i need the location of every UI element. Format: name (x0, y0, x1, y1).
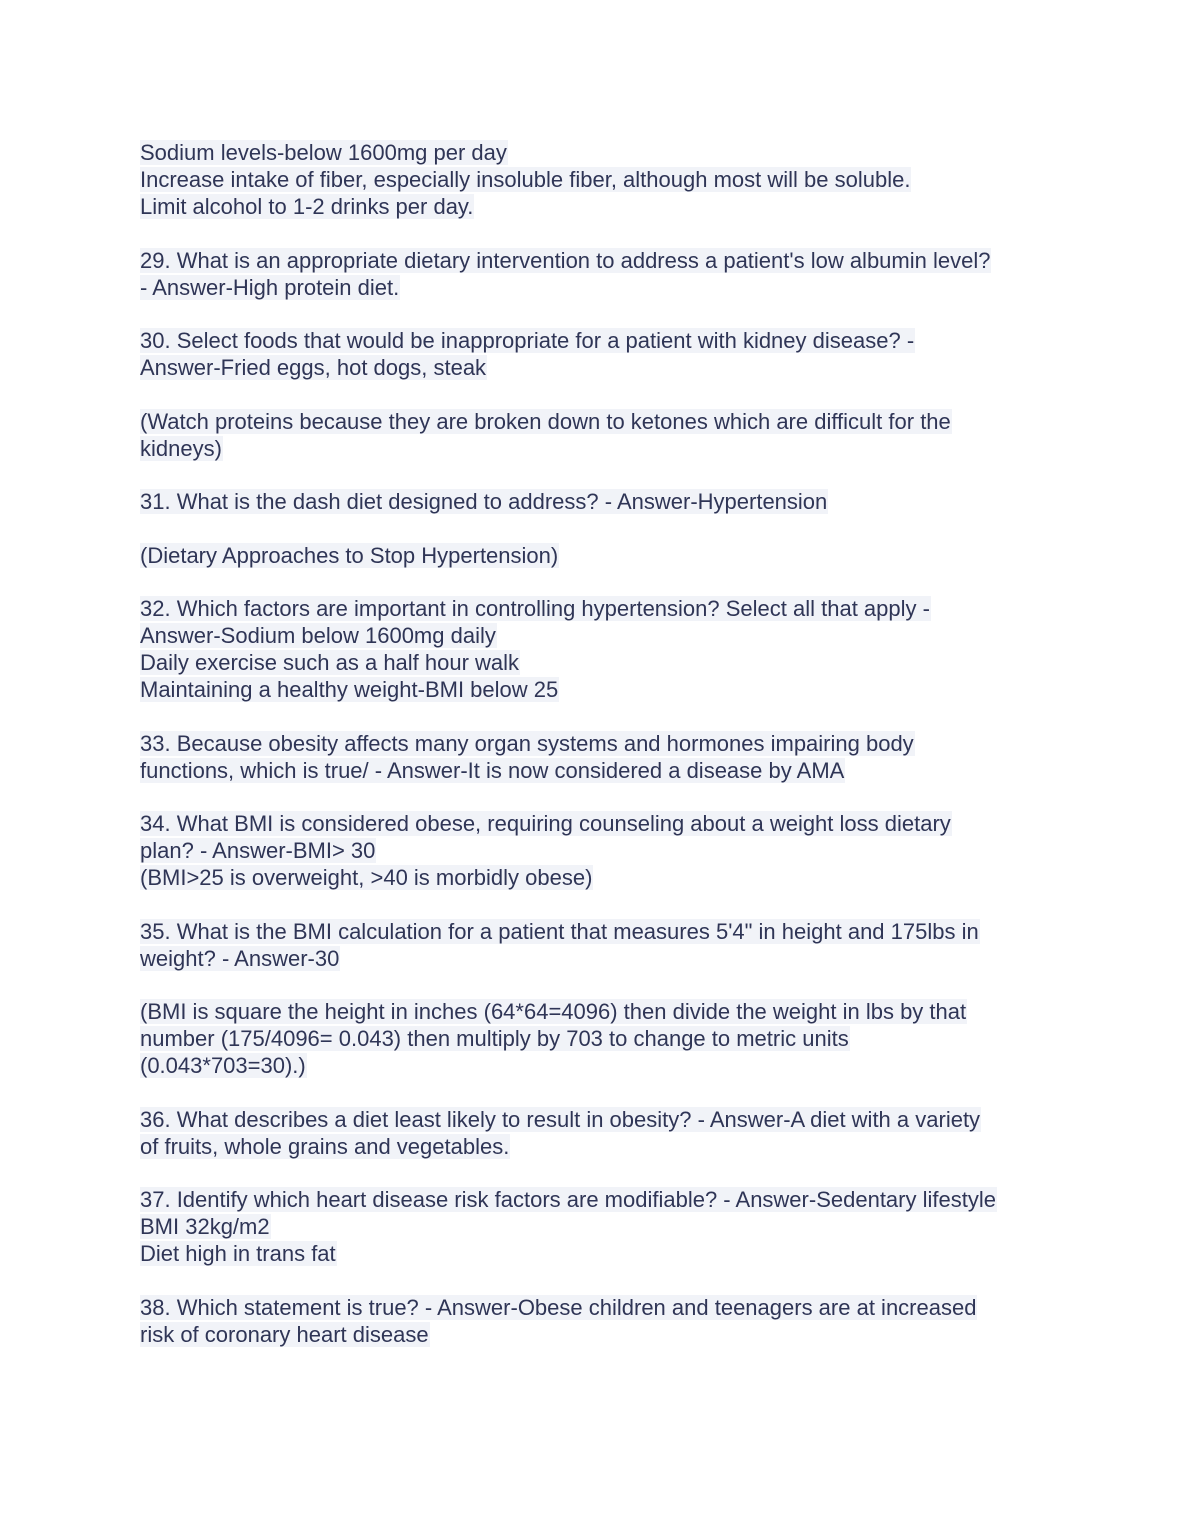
text-line (140, 1240, 1060, 1267)
text-paragraph (140, 918, 1060, 972)
text-line-content: risk of coronary heart disease (140, 1321, 429, 1347)
text-line-content: 30. Select foods that would be inappropriate for a patient with kidney disease? - (140, 328, 915, 353)
paragraph-gap (140, 220, 1060, 247)
text-line-content: of fruits, whole grains and vegetables. (140, 1133, 510, 1159)
text-paragraph (140, 488, 1060, 515)
text-paragraph (140, 408, 1060, 462)
text-line (140, 1213, 1060, 1240)
text-paragraph (140, 595, 1060, 703)
paragraph-gap (140, 515, 1060, 542)
text-line-content: 37. Identify which heart disease risk factors are modifiable? - Answer-Sedentary lifestyle (140, 1187, 996, 1212)
text-line-content: number (175/4096= 0.043) then multiply by 703 to change to metric units (140, 1026, 849, 1051)
text-paragraph (140, 730, 1060, 784)
text-line-content: 35. What is the BMI calculation for a patient that measures 5'4" in height and 175lbs in (140, 918, 979, 944)
text-line (140, 945, 1060, 972)
text-line (140, 864, 1060, 891)
text-line (140, 1133, 1060, 1160)
text-line (140, 1321, 1060, 1348)
text-line (140, 1052, 1060, 1079)
text-line (140, 810, 1060, 837)
text-line-content: Answer-Sodium below 1600mg daily (140, 623, 496, 648)
text-line (140, 408, 1060, 435)
text-line (140, 998, 1060, 1025)
text-line-content: BMI 32kg/m2 (140, 1214, 270, 1239)
text-line-content: functions, which is true/ - Answer-It is now considered a disease by AMA (140, 757, 845, 783)
text-line-content: (Watch proteins because they are broken down to ketones which are difficult for the (140, 408, 951, 434)
paragraph-gap (140, 1160, 1060, 1187)
text-line (140, 837, 1060, 864)
paragraph-gap (140, 891, 1060, 918)
text-line-content: 31. What is the dash diet designed to address? - Answer-Hypertension (140, 489, 828, 514)
text-paragraph (140, 327, 1060, 381)
text-line-content: Maintaining a healthy weight-BMI below 25 (140, 677, 559, 702)
text-line (140, 676, 1060, 703)
text-line-content: kidneys) (140, 435, 222, 461)
text-paragraph (140, 1294, 1060, 1348)
paragraph-gap (140, 569, 1060, 596)
text-paragraph (140, 810, 1060, 891)
text-line (140, 1025, 1060, 1052)
text-line-content: Increase intake of fiber, especially insoluble fiber, although most will be soluble. (140, 167, 911, 192)
text-line (140, 730, 1060, 757)
paragraph-gap (140, 381, 1060, 408)
text-line (140, 918, 1060, 945)
text-line-content: Sodium levels-below 1600mg per day (140, 140, 507, 165)
text-line (140, 1186, 1060, 1213)
text-line (140, 1106, 1060, 1133)
text-line-content: 32. Which factors are important in controlling hypertension? Select all that apply - (140, 596, 930, 621)
text-line-content: weight? - Answer-30 (140, 945, 340, 971)
paragraph-gap (140, 462, 1060, 489)
text-line (140, 488, 1060, 515)
text-paragraph (140, 1106, 1060, 1160)
text-line (140, 247, 1060, 274)
paragraph-gap (140, 972, 1060, 999)
text-line (140, 1294, 1060, 1321)
text-line-content: (BMI is square the height in inches (64*64=4096) then divide the weight in lbs by that (140, 999, 967, 1024)
text-line (140, 595, 1060, 622)
text-line (140, 649, 1060, 676)
text-line (140, 354, 1060, 381)
text-paragraph (140, 998, 1060, 1079)
text-line-content: Diet high in trans fat (140, 1241, 336, 1266)
paragraph-gap (140, 1267, 1060, 1294)
text-paragraph (140, 1186, 1060, 1267)
text-line-content: 29. What is an appropriate dietary intervention to address a patient's low albumin level? (140, 247, 991, 273)
text-paragraph (140, 247, 1060, 301)
text-line (140, 193, 1060, 220)
text-line (140, 327, 1060, 354)
text-line-content: plan? - Answer-BMI> 30 (140, 838, 376, 863)
text-line-content: (Dietary Approaches to Stop Hypertension) (140, 542, 559, 568)
text-line-content: - Answer-High protein diet. (140, 274, 400, 300)
text-line (140, 622, 1060, 649)
text-line-content: 34. What BMI is considered obese, requiring counseling about a weight loss dietary (140, 811, 951, 836)
text-line (140, 274, 1060, 301)
text-line-content: 33. Because obesity affects many organ systems and hormones impairing body (140, 730, 914, 756)
document-page (140, 139, 1060, 1348)
text-line-content: Limit alcohol to 1-2 drinks per day. (140, 194, 474, 219)
text-line-content: Daily exercise such as a half hour walk (140, 650, 520, 675)
text-line (140, 757, 1060, 784)
text-line (140, 542, 1060, 569)
paragraph-gap (140, 1079, 1060, 1106)
paragraph-gap (140, 784, 1060, 811)
text-line-content: Answer-Fried eggs, hot dogs, steak (140, 355, 487, 380)
text-line-content: (0.043*703=30).) (140, 1053, 306, 1078)
paragraph-gap (140, 301, 1060, 328)
paragraph-gap (140, 703, 1060, 730)
text-line (140, 139, 1060, 166)
text-line (140, 166, 1060, 193)
text-paragraph (140, 542, 1060, 569)
text-line (140, 435, 1060, 462)
text-line-content: 36. What describes a diet least likely to result in obesity? - Answer-A diet with a variety (140, 1106, 981, 1132)
text-line-content: (BMI>25 is overweight, >40 is morbidly obese) (140, 865, 593, 890)
text-line-content: 38. Which statement is true? - Answer-Obese children and teenagers are at increased (140, 1294, 977, 1320)
text-paragraph (140, 139, 1060, 220)
